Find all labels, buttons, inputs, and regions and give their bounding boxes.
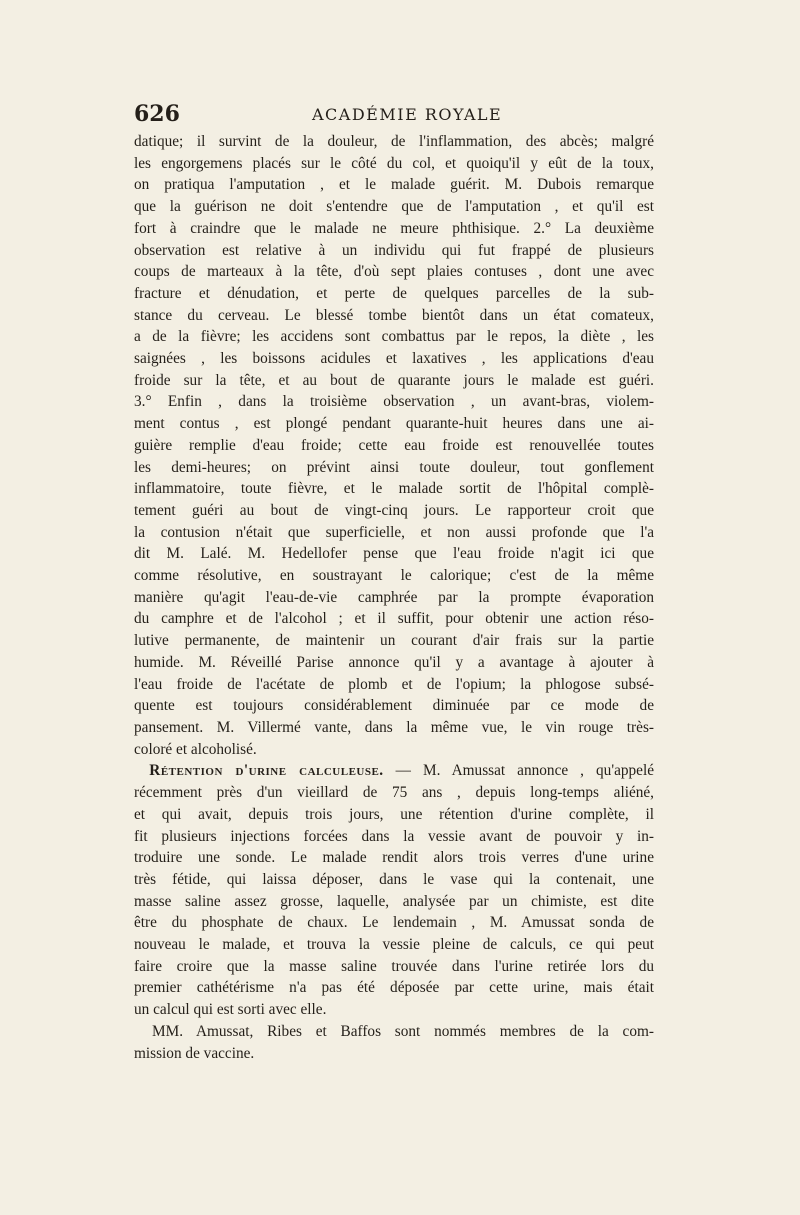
page-header: [134, 101, 654, 129]
text-line: tement guéri au bout de vingt-cinq jours. Le rapporteur croit que: [134, 501, 654, 519]
text-line: on pratiqua l'amputation , et le malade guérit. M. Dubois remarque: [134, 176, 654, 194]
text-line: coups de marteaux à la tête, d'où sept plaies contuses , dont une avec: [134, 263, 654, 281]
text-line: froide sur la tête, et au bout de quarante jours le malade est guéri.: [134, 371, 654, 389]
text-line: datique; il survint de la douleur, de l'inflammation, des abcès; malgré: [134, 133, 654, 150]
text-line: récemment près d'un vieillard de 75 ans , depuis long-temps aliéné,: [134, 784, 654, 802]
text-line: troduire une sonde. Le malade rendit alors trois verres d'une urine: [134, 849, 654, 867]
text-line: a de la fièvre; les accidens sont combattus par le repos, la diète , les: [134, 328, 654, 346]
section-heading: Rétention d'urine calculeuse.: [149, 762, 384, 780]
text-line: comme résolutive, en soustrayant le calorique; c'est de la même: [134, 567, 654, 585]
text-line: [134, 760, 654, 782]
text-line: inflammatoire, toute fièvre, et le malade sortit de l'hôpital complè-: [134, 480, 654, 498]
text-line: guière remplie d'eau froide; cette eau froide est renouvellée toutes: [134, 436, 654, 454]
paragraph-commission: [134, 1021, 654, 1064]
text-line: et qui avait, depuis trois jours, une rétention d'urine complète, il: [134, 805, 654, 823]
page-number: 626: [134, 101, 180, 127]
running-head: ACADÉMIE ROYALE: [312, 105, 503, 124]
text-line: l'eau froide de l'acétate de plomb et de l'opium; la phlogose subsé-: [134, 675, 654, 693]
body-text: [134, 131, 654, 1064]
text-line: être du phosphate de chaux. Le lendemain , M. Amussat sonda de: [134, 914, 654, 932]
text-line: les engorgemens placés sur le côté du col, et quoiqu'il y eût de la toux,: [134, 154, 654, 172]
text-line: la contusion n'était que superficielle, et non aussi profonde que l'a: [134, 523, 654, 541]
text-line: 3.° Enfin , dans la troisième observation , un avant-bras, violem-: [134, 393, 654, 411]
text-line: saignées , les boissons acidules et laxatives , les applications d'eau: [134, 350, 654, 368]
text-line: mission de vaccine.: [134, 1044, 255, 1062]
text-line: lutive permanente, de maintenir un courant d'air frais sur la partie: [134, 632, 654, 650]
text-line: MM. Amussat, Ribes et Baffos sont nommés membres de la com-: [152, 1022, 654, 1040]
text-line: faire croire que la masse saline trouvée dans l'urine retirée lors du: [134, 957, 654, 975]
text-line: fort à craindre que le malade ne meure phthisique. 2.° La deuxième: [134, 219, 654, 237]
text-line: ment contus , est plongé pendant quarante-huit heures dans une ai-: [134, 415, 654, 433]
text-line: un calcul qui est sorti avec elle.: [134, 1001, 327, 1019]
text-line: humide. M. Réveillé Parise annonce qu'il y a avantage à ajouter à: [134, 653, 654, 671]
paragraph-retention-urine: [134, 760, 654, 1020]
paragraph-observations: [134, 131, 654, 760]
text-line: du camphre et de l'alcohol ; et il suffit, pour obtenir une action réso-: [134, 610, 654, 628]
text-line: fracture et dénudation, et perte de quelques parcelles de la sub-: [134, 284, 654, 302]
text-line: coloré et alcoholisé.: [134, 740, 257, 758]
text-line: premier cathétérisme n'a pas été déposée par cette urine, mais était: [134, 979, 654, 997]
text-line: dit M. Lalé. M. Hedellofer pense que l'eau froide n'agit ici que: [134, 545, 654, 563]
text-line: pansement. M. Villermé vante, dans la même vue, le vin rouge très-: [134, 718, 654, 736]
text-line: quente est toujours considérablement diminuée par ce mode de: [134, 697, 654, 715]
text-line: que la guérison ne doit s'entendre que de l'amputation , et qu'il est: [134, 198, 654, 216]
text-line: stance du cerveau. Le blessé tombe bientôt dans un état comateux,: [134, 306, 654, 324]
text-line: manière qu'agit l'eau-de-vie camphrée par la prompte évaporation: [134, 588, 654, 606]
text-line: les demi-heures; on prévint ainsi toute douleur, tout gonflement: [134, 458, 654, 476]
text-line: observation est relative à un individu qui fut frappé de plusieurs: [134, 241, 654, 259]
text-line: fit plusieurs injections forcées dans la vessie avant de pouvoir y in-: [134, 827, 654, 845]
text-line-rest: — M. Amussat annonce , qu'appelé: [395, 762, 654, 780]
text-line: nouveau le malade, et trouva la vessie pleine de calculs, ce qui peut: [134, 936, 654, 954]
text-line: très fétide, qui laissa déposer, dans le vase qui la contenait, une: [134, 870, 654, 888]
text-line: masse saline assez grosse, laquelle, analysée par un chimiste, est dite: [134, 892, 654, 910]
